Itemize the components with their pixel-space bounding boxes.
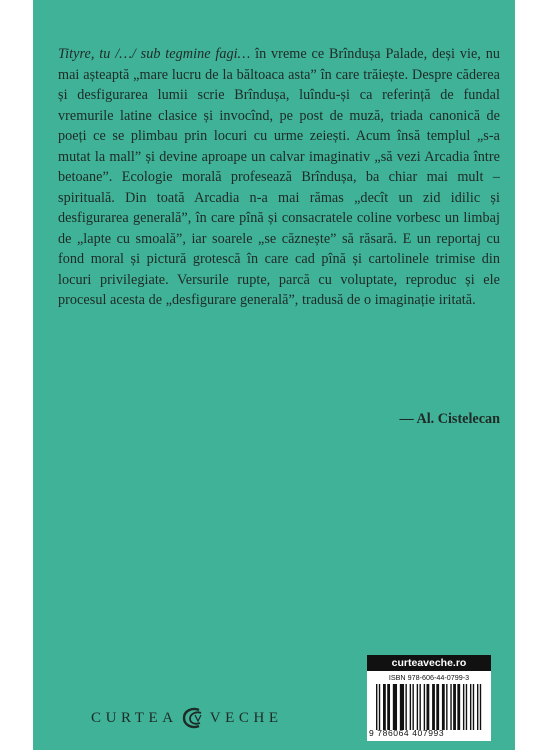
barcode-bar: [432, 684, 435, 730]
barcode-bar: [480, 684, 481, 730]
barcode-bar: [450, 684, 451, 730]
publisher-logo: [91, 705, 283, 731]
blurb-attribution: — Al. Cistelecan: [399, 411, 500, 427]
blurb-body: în vreme ce Brîndușa Palade, deși vie, nu mai așteaptă „mare lucru de la băltoaca asta” în care trăiește. Despre căderea și desfigurarea lumii scrie Brîndușa, luîndu-și ca referință de fundal vremurile latine clasice și invocînd, pe post de muză, triada canonică de poeți ce se plimbau prin locuri cu urme zeiești. Acum însă templul „s-a mutat la mall” și devine aproape un calvar imaginativ „să vezi Arcadia între betoane”. Ecologie morală profesează Brîndușa, ba chiar mai mult – spirituală. Din toată Arcadia n-a mai rămas „decît un zid idilic și desfigurarea generală”, în care pînă și consacratele coline vorbesc un limbaj de „lapte cu smoală”, iar soarele „se căznește” să răsară. E un reportaj cu fond moral și pictură grotescă în care cad pînă și cartolinele trimise din locuri privilegiate. Versurile rupte, parcă cu voluptate, reproduc și ele procesul acesta de „desfigurare generală”, tradusă de o imaginație iritată.: [58, 46, 500, 308]
blurb-text: [58, 44, 500, 311]
barcode-bar: [379, 684, 380, 730]
barcode-bar: [400, 684, 404, 730]
barcode-bars: [376, 684, 484, 730]
barcode-bar: [376, 684, 377, 730]
blurb-lead-quote: Tityre, tu /…/ sub tegmine fagi…: [58, 46, 251, 62]
barcode-bar: [383, 684, 386, 730]
curtea-veche-logo-icon: [180, 705, 206, 731]
barcode-bar: [426, 684, 429, 730]
barcode-bar: [446, 684, 447, 730]
barcode-bar: [405, 684, 406, 730]
barcode-bar: [419, 684, 420, 730]
barcode-bar: [453, 684, 456, 730]
barcode-bar: [412, 684, 413, 730]
barcode-bar: [393, 684, 397, 730]
publisher-url: curteaveche.ro: [367, 655, 491, 671]
barcode-panel: [367, 655, 491, 741]
barcode-bar: [466, 684, 467, 730]
barcode-digits: 9 786064 407993: [369, 728, 445, 738]
barcode-bar: [442, 684, 445, 730]
barcode-bar: [387, 684, 390, 730]
barcode-bar: [417, 684, 418, 730]
barcode-bar: [457, 684, 460, 730]
isbn-label: ISBN 978-606-44-0799-3: [388, 673, 470, 682]
barcode-bar: [477, 684, 478, 730]
barcode-bar: [436, 684, 439, 730]
barcode-bar: [470, 684, 471, 730]
barcode-bar: [424, 684, 425, 730]
publisher-name-right: VECHE: [209, 709, 283, 726]
barcode-bar: [410, 684, 411, 730]
barcode-bar: [473, 684, 474, 730]
publisher-name-left: CURTEA: [91, 709, 178, 726]
barcode-bar: [463, 684, 464, 730]
